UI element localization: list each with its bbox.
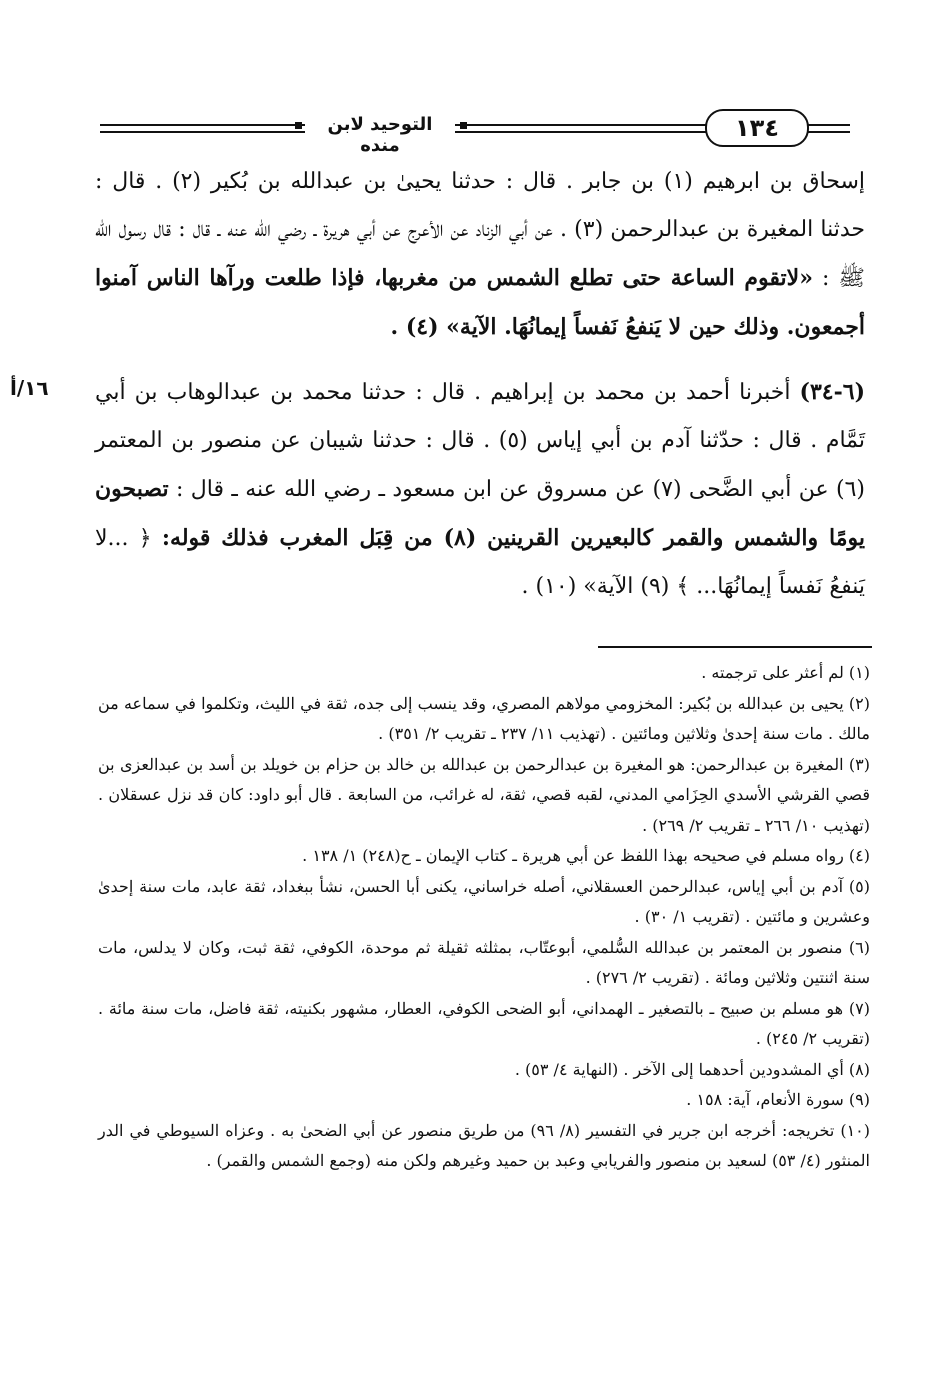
hadith-number: (٦-٣٤) <box>799 379 865 405</box>
footnote: (٣) المغيرة بن عبدالرحمن: هو المغيرة بن عبدالرحمن بن عبدالله بن خالد بن حزام بن خويلد بن أسد بن عبدالعزى بن قصي القرشي الأسدي الحِزَامي المدني، لقبه قصي، ثقة، له غرائب، من السابعة . قال أبو داود: كان قد نزل عسقلان . (تهذيب ١٠/ ٢٦٦ ـ تقريب ٢/ ٢٦٩) . <box>98 754 870 835</box>
footnote: (٨) أي المشدودين أحدهما إلى الآخر . (النهاية ٤/ ٥٣) . <box>514 1059 870 1079</box>
square-ornament-icon <box>460 122 467 129</box>
footnote: (٤) رواه مسلم في صحيحه بهذا اللفظ عن أبي هريرة ـ كتاب الإيمان ـ ح(٢٤٨) ١/ ١٣٨ . <box>302 846 870 865</box>
book-title: التوحيد لابن منده <box>305 114 455 156</box>
footnote: (٦) منصور بن المعتمر بن عبدالله السُّلمي، أبوعتّاب، بمثلثه ثقيلة ثم موحدة، الكوفي، ثقة ثبت، وكان لا يدلس، مات سنة اثنتين وثلاثين ومائة . (تقريب ٢/ ٢٧٦) . <box>98 937 870 987</box>
footnote: (٩) سورة الأنعام، آية: ١٥٨ . <box>686 1090 870 1109</box>
paragraph-2: (٦-٣٤) أخبرنا أحمد بن محمد بن إبراهيم . قال : حدثنا محمد بن عبدالوهاب بن أبي تَمَّام . قال : حدّثنا آدم بن أبي إياس (٥) . قال : حدثنا شيبان عن منصور بن المعتمر (٦) عن أبي الضَّحى (٧) عن مسروق عن ابن مسعود ـ رضي الله عنه ـ قال : تصبحون يومًا والشمس والقمر كالبعيرين القرينين (٨) من قِبَل المغرب فذلك قوله: ﴿ ...لا يَنفعُ نَفساً إيمانُهَا... ﴾ (٩) الآية» (١٠) . <box>95 379 866 599</box>
main-text-2 <box>95 368 865 611</box>
main-text <box>95 158 865 352</box>
footnote: (٥) آدم بن أبي إياس، عبدالرحمن العسقلاني، أصله خراساني، يكنى أبا الحسن، نشأ ببغداد، ثقة عابد، مات سنة إحدىٰ وعشرين و مائتين . (تقريب ١/ ٣٠) . <box>98 876 870 926</box>
page-header <box>100 108 850 156</box>
footnote: (١) لم أعثر على ترجمته . <box>701 663 870 682</box>
footnote: (١٠) تخريجه: أخرجه ابن جرير في التفسير (٨/ ٩٦) من طريق منصور عن أبي الضحىٰ به . وعزاه السيوطي في الدر المنثور (٤/ ٥٣) لسعيد بن منصور والفريابي وعبد بن حميد وغيرهم ولكن منه (وجمع الشمس والقمر) . <box>98 1120 870 1170</box>
margin-folio-ref: ١٦/أ <box>10 376 49 400</box>
square-ornament-icon <box>295 122 302 129</box>
footnote: (٧) هو مسلم بن صبيح ـ بالتصغير ـ الهمداني، أبو الضحى الكوفي، العطار، مشهور بكنيته، ثقة فاضل، مات سنة مائة . (تقريب ٢/ ٢٤٥) . <box>98 998 870 1048</box>
hadith-text: تصبحون يومًا والشمس والقمر كالبعيرين القرينين (٨) من قِبَل المغرب فذلك قوله: <box>95 476 866 551</box>
page-number: ١٣٤ <box>705 109 809 147</box>
quran-verse: ﴿ ...لا يَنفعُ نَفساً إيمانُهَا... ﴾ (٩) الآية» (١٠) . <box>95 526 865 599</box>
footnote-separator <box>598 646 872 648</box>
hadith-text: «لاتقوم الساعة حتى تطلع الشمس من مغربها، فإذا طلعت ورآها الناس آمنوا أجمعون. وذلك حين لا يَنفعُ نَفساً إيمانُهَا. الآية» (٤) . <box>95 265 865 340</box>
footnote: (٢) يحيى بن عبدالله بن بُكير: المخزومي مولاهم المصري، وقد ينسب إلى جده، ثقة في الليث، وتكلموا في سماعه من مالك . مات سنة إحدىٰ وثلاثين ومائتين . (تهذيب ١١/ ٢٣٧ ـ تقريب ٢/ ٣٥١) . <box>98 693 870 743</box>
footnotes <box>98 658 870 1177</box>
paragraph-1: إسحاق بن ابرهيم (١) بن جابر . قال : حدثنا يحيىٰ بن عبدالله بن بُكير (٢) . قال : حدثنا المغيرة بن عبدالرحمن (٣) . عن أبي الزناد عن الأعرج عن أبي هريرة ـ رضي الله عنه ـ قال : قال رسول الله ﷺ : «لاتقوم الساعة حتى تطلع الشمس من مغربها، فإذا طلعت ورآها الناس آمنوا أجمعون. وذلك حين لا يَنفعُ نَفساً إيمانُهَا. الآية» (٤) . <box>95 169 866 340</box>
